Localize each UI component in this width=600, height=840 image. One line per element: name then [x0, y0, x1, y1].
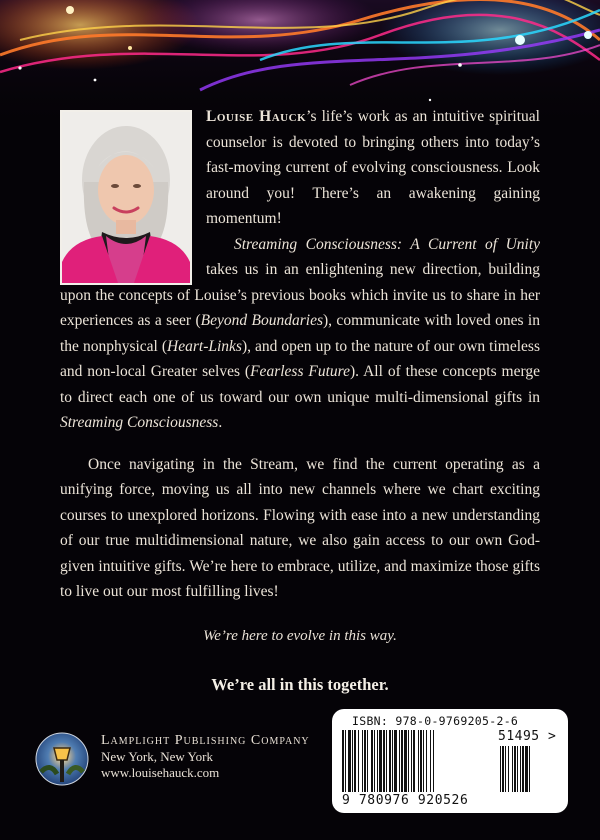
barcode-bar: [420, 730, 422, 792]
barcode-bar: [374, 730, 375, 792]
addon-bar: [522, 746, 524, 792]
motto-line: We’re here to evolve in this way.: [203, 628, 397, 644]
barcode-bar: [345, 730, 346, 792]
barcode-bar: [401, 730, 403, 792]
addon-bar: [529, 746, 530, 792]
author-name: Louise Hauck: [206, 108, 307, 125]
barcode-bar: [408, 730, 409, 792]
barcode-bar: [426, 730, 427, 792]
barcode-bar: [386, 730, 387, 792]
barcode-bar: [354, 730, 356, 792]
barcode-bar: [362, 730, 363, 792]
barcode-bar: [342, 730, 344, 792]
barcode-bar: [423, 730, 424, 792]
barcode-bar: [383, 730, 385, 792]
barcode-bar: [371, 730, 373, 792]
barcode-bar: [413, 730, 415, 792]
barcode-bar: [430, 730, 431, 792]
description-text-5: .: [218, 414, 223, 431]
barcode-bar: [394, 730, 397, 792]
barcode-bar: [418, 730, 419, 792]
isbn-barcode: [332, 709, 568, 813]
barcode-bar: [399, 730, 400, 792]
cover-description: [60, 104, 540, 605]
addon-bar: [505, 746, 506, 792]
addon-bar: [508, 746, 509, 792]
publisher-website: www.louisehauck.com: [101, 765, 220, 780]
previous-book-1: Beyond Boundaries: [200, 312, 323, 329]
barcode-bar: [392, 730, 393, 792]
barcode-bar: [404, 730, 407, 792]
addon-bar: [525, 746, 528, 792]
description-text-4: ). All of these concepts merge to direct each one of us toward our own unique multi-dimensional gifts in: [60, 363, 540, 406]
description-text-3: ), and open up to the nature of our own timeless and non-local Greater selves (: [60, 337, 540, 380]
closing-line: We’re all in this together.: [211, 675, 389, 694]
barcode-bar: [433, 730, 434, 792]
book-title: Streaming Consciousness: A Current of Unity: [234, 235, 540, 253]
previous-book-3: Fearless Future: [250, 363, 350, 380]
stream-paragraph: Once navigating in the Stream, we find the current operating as a unifying force, moving us all into new channels where we chart exciting courses to unexplored horizons. Flowing with ease into a new understanding of our true multidimensional nature, we also gain access to our own God-given intuitive gifts. We’re here to embrace, utilize, and maximize those gifts to live out our most fulfilling lives!: [60, 455, 540, 600]
book-title-repeat: Streaming Consciousness: [60, 414, 219, 431]
barcode-bar: [377, 730, 378, 792]
barcode-bar: [367, 730, 368, 792]
addon-bar: [502, 746, 504, 792]
barcode-bar: [379, 730, 382, 792]
description-text-2: ), communicate with loved ones in the nonphysical (: [60, 312, 540, 355]
bio-intro: ’s life’s work as an intuitive spiritual counselor is devoted to bringing others into today’s fast-moving current of evolving consciousness. Look around you! There’s an awakening gaining momentum!: [206, 108, 540, 227]
barcode-bar: [411, 730, 412, 792]
lamplight-logo-icon: [35, 732, 89, 786]
publisher-block: [101, 733, 310, 781]
addon-bar: [520, 746, 521, 792]
addon-bar: [517, 746, 518, 792]
isbn-label: ISBN: 978-0-9769205-2-6: [352, 714, 519, 728]
barcode-bar: [352, 730, 353, 792]
barcode-bar: [364, 730, 366, 792]
barcode-bar: [358, 730, 359, 792]
bio-paragraph: [60, 104, 540, 232]
addon-digits: 51495 >: [498, 729, 557, 744]
portrait-spacer: [60, 104, 206, 282]
addon-bar: [514, 746, 516, 792]
addon-bar: [512, 746, 513, 792]
ean-digits: 9 780976 920526: [342, 793, 469, 808]
addon-bar: [500, 746, 501, 792]
barcode-bar: [348, 730, 351, 792]
publisher-city: New York, New York: [101, 749, 213, 764]
publisher-name: Lamplight Publishing Company: [101, 733, 310, 748]
barcode-bar: [389, 730, 391, 792]
previous-book-2: Heart-Links: [167, 337, 242, 355]
description-text-1: takes us in an enlightening new direction, building upon the concepts of Louise’s previous books which invite us to share in her experiences as a seer (: [60, 261, 540, 329]
